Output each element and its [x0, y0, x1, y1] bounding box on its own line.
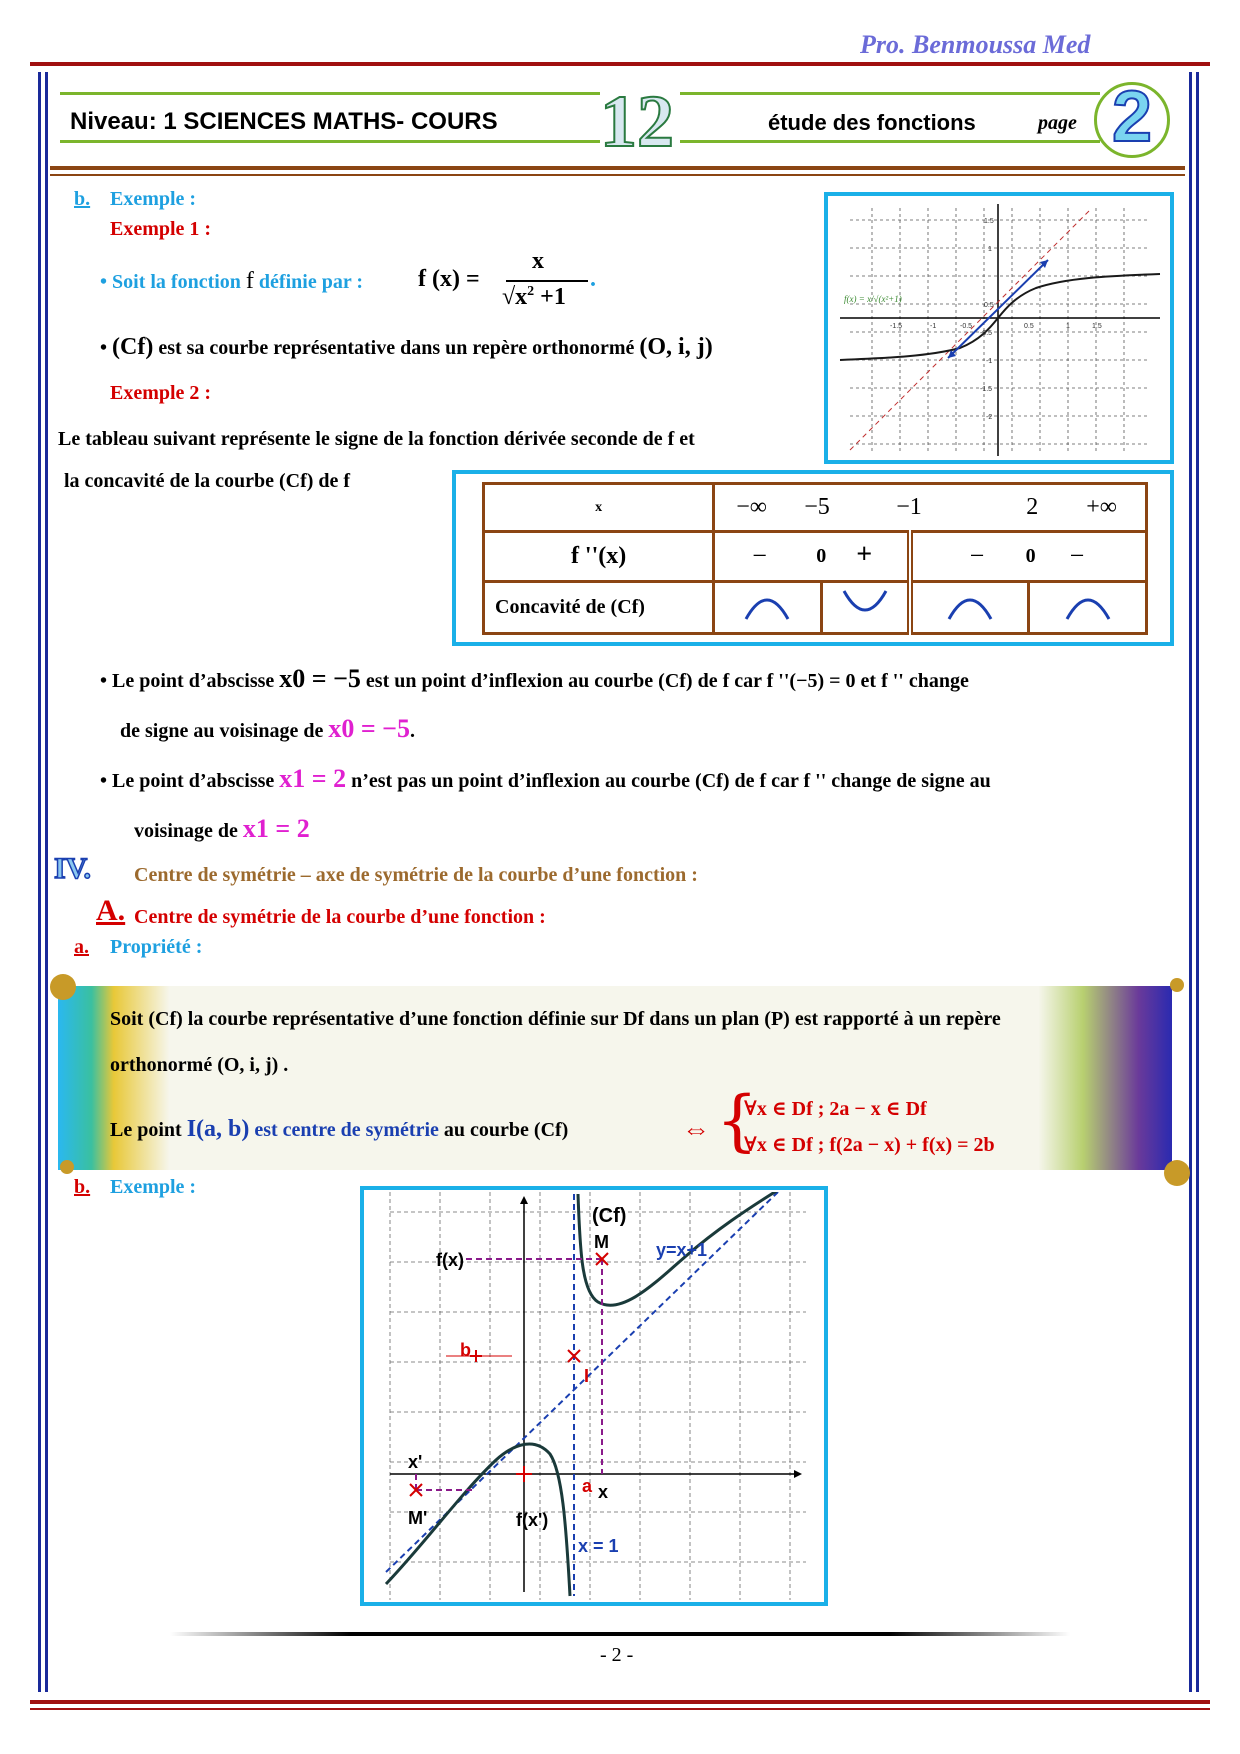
property-line3 [110, 1116, 568, 1143]
x-val-m5: −5 [804, 493, 830, 520]
property-cond1: ∀x ∈ Df ; 2a − x ∈ Df [744, 1098, 927, 1120]
example1-line1: • Soit la fonction f définie par : [100, 268, 363, 294]
example1-line2: • (Cf) est sa courbe représentative dans un repère orthonormé (O, i, j) [100, 334, 713, 360]
ex1-frame: (O, i, j) [639, 334, 713, 360]
property-line2: orthonormé (O, i, j) . [110, 1054, 289, 1076]
graph2 [366, 1192, 822, 1600]
prop-line3-I: I(a, b) [186, 1116, 250, 1142]
page-word: page [1038, 112, 1077, 134]
graph2-label-I: I [584, 1366, 590, 1386]
graph2-label-x1: x = 1 [578, 1536, 619, 1556]
b2-start: Le point d’abscisse [112, 770, 275, 792]
logo-12: 12 [600, 81, 674, 163]
footer-rule [170, 1632, 1070, 1636]
ex1-line2-text: est sa courbe représentative dans un repère orthonormé [158, 337, 635, 359]
author-signature: Pro. Benmoussa Med [860, 30, 1091, 59]
footer-page: - 2 - [600, 1644, 634, 1666]
graph2-label-yx1: y=x+1 [656, 1240, 708, 1260]
f2-sign-3: + [856, 538, 873, 570]
section-iv-title: Centre de symétrie – axe de symétrie de la courbe d’une fonction : [134, 864, 698, 886]
graph2-label-b: b [460, 1340, 471, 1360]
b1-line2: de signe au voisinage de [120, 720, 324, 742]
graph1-tick-0_5: 0.5 [984, 302, 994, 309]
concavity-cell-3 [910, 582, 1029, 634]
graph2-label-Cf: (Cf) [592, 1205, 627, 1227]
section-a-letter: A. [96, 894, 126, 927]
concavity-cell-2 [821, 582, 910, 634]
header-line-bottom-right [680, 140, 1100, 143]
property-line1: Soit (Cf) la courbe représentative d’une fonction définie sur Df dans un plan (P) est rapporté à un repère [110, 1008, 1001, 1030]
header-brown-bar-2 [50, 174, 1185, 176]
concavity-cell-4 [1029, 582, 1147, 634]
graph1-tick-m1: -1 [986, 358, 993, 365]
scroll-knob-tl [50, 974, 76, 1000]
f2-sign-4: − [969, 540, 985, 570]
example2-section-title: Exemple : [110, 1176, 197, 1198]
graph1-tick-xm1: -1 [930, 323, 937, 330]
graph2-label-fx: f(x) [436, 1250, 464, 1270]
b1-mid: est un point d’inflexion au courbe (Cf) de f car f ''(−5) = 0 et f '' change [365, 670, 969, 692]
sign-table-x-values [714, 484, 1147, 532]
header-line-top-right [680, 92, 1100, 95]
scroll-knob-tr [1170, 978, 1184, 992]
f2-sign-1: − [752, 540, 767, 570]
graph2-label-M: M [594, 1232, 609, 1252]
prop-line3-b: est centre de symétrie [254, 1119, 439, 1141]
graph2-label-fxp: f(x') [516, 1510, 549, 1530]
scroll-knob-br [1164, 1160, 1190, 1186]
graph1-tick-x0_5: 0.5 [1024, 323, 1034, 330]
property-marker: a. [74, 936, 89, 958]
chapter-title: étude des fonctions [768, 110, 976, 135]
graph1-tick-xm0_5: -0.5 [960, 323, 973, 330]
frame-right [1196, 72, 1199, 1692]
f2-sign-6: − [1069, 540, 1085, 570]
b2-line2: voisinage de [134, 820, 238, 842]
scroll-knob-bl [60, 1160, 74, 1174]
section-iv-numeral: IV. [54, 852, 91, 885]
b2-mid: n’est pas un point d’inflexion au courbe (Cf) de f car f '' change de signe au [351, 770, 991, 792]
page-badge-number: 2 [1112, 77, 1153, 157]
graph1-tick-x1_5: 1.5 [1092, 323, 1102, 330]
property-cond2: ∀x ∈ Df ; f(2a − x) + f(x) = 2b [744, 1134, 995, 1156]
b1-x0b: x0 = −5 [328, 714, 410, 743]
graph1-tick-x1: 1 [1066, 323, 1070, 330]
graph1-tick-1: 1 [988, 246, 992, 253]
header-line-bottom-left [60, 140, 600, 143]
property-equiv: ⇔ [682, 1114, 710, 1145]
graph1-formula-label: f(x) = x/√(x²+1) [844, 294, 902, 304]
graph1-tick-m0_5: -0.5 [980, 330, 993, 337]
header-line-top-left [60, 92, 600, 95]
graph1-tick-1_5: 1.5 [984, 218, 994, 225]
example2-title: Exemple 2 : [110, 382, 212, 404]
prop-line3-a: Le point [110, 1119, 182, 1141]
ex1-prefix: Soit la fonction [112, 271, 241, 293]
b1-x0: x0 = −5 [279, 664, 361, 693]
level-title: Niveau: 1 SCIENCES MATHS- COURS [70, 108, 498, 135]
bullet-inflexion-2: • Le point d’abscisse x1 = 2 n’est pas un point d’inflexion au courbe (Cf) de f car f '' change de signe au [100, 764, 991, 793]
graph2-marker-b [470, 1350, 482, 1362]
header-brown-bar [50, 166, 1185, 170]
example2-marker: b. [74, 1176, 91, 1198]
ex1-curve: (Cf) [112, 334, 154, 360]
graph1-curve [840, 274, 1160, 360]
sign-table-f2-right [910, 532, 1147, 582]
sign-table [482, 482, 1148, 635]
bullet-inflexion-1: • Le point d’abscisse x0 = −5 est un point d’inflexion au courbe (Cf) de f car f ''(−5) = 0 et f '' change [100, 664, 969, 693]
sign-table-x-label: x [484, 484, 714, 532]
example-marker: b. [74, 188, 91, 210]
graph2-marker-I [568, 1350, 580, 1362]
sign-table-f2-left [714, 532, 910, 582]
x-val-minf: −∞ [736, 493, 767, 520]
graph2-label-x: x [598, 1482, 609, 1502]
bullet-inflexion-2-line2 [134, 814, 310, 844]
graph2-marker-a [516, 1466, 532, 1482]
x-val-pinf: +∞ [1086, 493, 1117, 520]
property-brace: { [716, 1082, 758, 1159]
bullet-inflexion-1-line2: de signe au voisinage de x0 = −5. [120, 714, 415, 743]
example1-title: Exemple 1 : [110, 218, 212, 240]
b2-x1: x1 = 2 [279, 764, 347, 793]
frame-right-inner [1189, 72, 1192, 1692]
graph2-label-xp: x' [408, 1452, 423, 1472]
sign-table-concavity-label: Concavité de (Cf) [484, 582, 714, 634]
graph1-tangent [850, 210, 1090, 450]
graph1-tick-m2: -2 [986, 414, 993, 421]
graph2-label-Mp: M' [408, 1508, 428, 1528]
b1-start: Le point d’abscisse [112, 670, 275, 692]
x-val-2: 2 [1026, 493, 1039, 520]
top-rule [30, 62, 1210, 66]
example2-text2: la concavité de la courbe (Cf) de f [64, 470, 351, 492]
example2-text1: Le tableau suivant représente le signe de la fonction dérivée seconde de f et [58, 428, 695, 450]
bottom-rule [30, 1700, 1210, 1704]
f2-sign-5: 0 [1025, 544, 1036, 567]
graph1-tick-xm1_5: -1.5 [890, 323, 903, 330]
section-a-title: Centre de symétrie de la courbe d’une fonction : [134, 906, 546, 928]
graph1 [830, 198, 1168, 458]
sign-table-f2-label: f ''(x) [484, 532, 714, 582]
prop-line3-c: au courbe (Cf) [443, 1119, 569, 1141]
concavity-cell-1 [714, 582, 821, 634]
property-title: Propriété : [110, 936, 203, 958]
f2-sign-2: 0 [816, 544, 827, 567]
example-title: Exemple : [110, 188, 197, 210]
frame-left-inner [45, 72, 48, 1692]
x-val-m1: −1 [896, 493, 922, 520]
ex1-f: f [245, 268, 254, 294]
ex1-mid: définie par : [258, 271, 363, 293]
b2-x1b: x1 = 2 [242, 814, 310, 843]
bottom-rule-2 [30, 1708, 1210, 1710]
graph1-tick-m1_5: -1.5 [980, 386, 993, 393]
frame-left [38, 72, 41, 1692]
graph2-label-a: a [582, 1476, 593, 1496]
